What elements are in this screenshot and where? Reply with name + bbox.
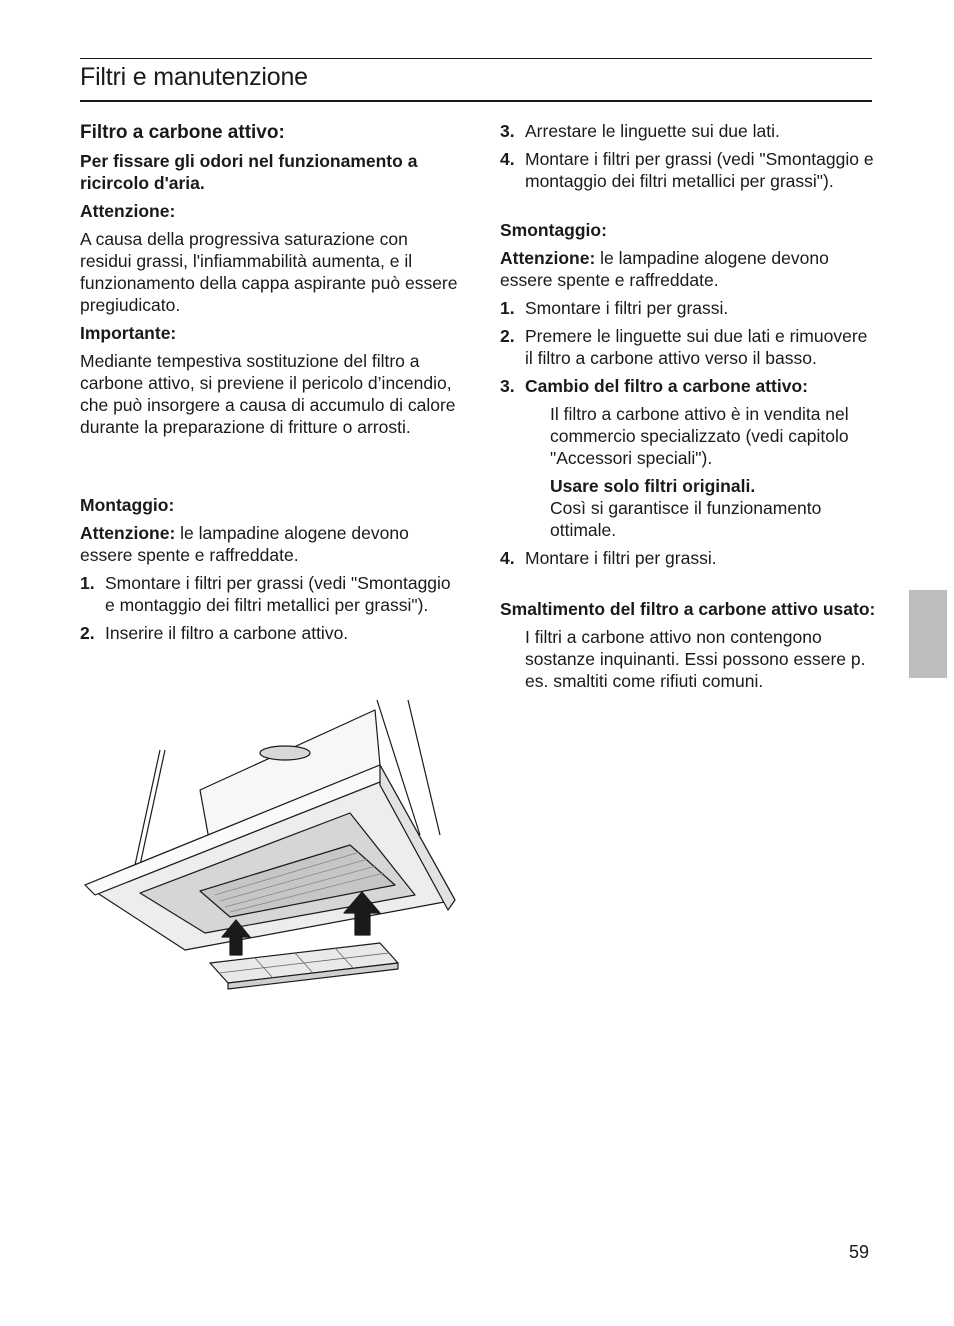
step3-note-bold: Usare solo filtri originali. (550, 476, 756, 496)
step-text: Montare i filtri per grassi (vedi "Smontaggio e montaggio dei filtri metallici per grassi"). (525, 149, 874, 191)
step-label: Cambio del filtro a carbone attivo: (525, 376, 808, 396)
important-text: Mediante tempestiva sostituzione del filtro a carbone attivo, si previene il pericolo d’incendio, che può insorgere a causa di accumulo di calore durante la preparazione di fritture o arrosti. (80, 351, 456, 437)
warning-text: A causa della progressiva saturazione con residui grassi, l'infiammabilità aumenta, e il funzionamento della cappa aspirante può essere pregiudicato. (80, 229, 458, 315)
removal-note-text: le lampadine alogene devono essere spente e raffreddate. (500, 248, 829, 290)
step3-note (550, 475, 878, 541)
warning-label: Attenzione: (80, 201, 176, 221)
chimney-line (408, 700, 440, 835)
step-text: Smontare i filtri per grassi (vedi "Smontaggio e montaggio dei filtri metallici per grassi"). (105, 573, 451, 615)
removal-heading: Smontaggio: (500, 220, 607, 240)
step-text: Montare i filtri per grassi. (525, 548, 717, 568)
list-item (500, 375, 878, 397)
disposal-text: I filtri a carbone attivo non contengono sostanze inquinanti. Essi possono essere p. es. smaltiti come rifiuti comuni. (525, 627, 866, 691)
section-heading-carbon-filter: Filtro a carbone attivo: (80, 122, 285, 143)
left-column (80, 121, 460, 650)
disposal-heading: Smaltimento del filtro a carbone attivo usato: (500, 599, 876, 619)
step3-note-text: Così si garantisce il funzionamento ottimale. (550, 498, 822, 540)
page-number: 59 (849, 1242, 870, 1262)
list-item (80, 622, 460, 644)
section-tab-marker (909, 590, 947, 678)
chimney-line (140, 750, 165, 865)
page-title: Filtri e manutenzione (80, 63, 308, 91)
step-number: 1. (500, 298, 515, 318)
removal-note (500, 247, 878, 291)
list-item (500, 297, 878, 319)
header-rule-top (80, 58, 872, 59)
removal-note-label: Attenzione: (500, 248, 596, 268)
mounting-note-text: le lampadine alogene devono essere spente e raffreddate. (80, 523, 409, 565)
step-number: 3. (500, 376, 515, 396)
intro-text: Per fissare gli odori nel funzionamento a ricircolo d'aria. (80, 151, 418, 193)
step-number: 2. (80, 623, 95, 643)
list-item (500, 547, 878, 569)
list-item (500, 120, 878, 142)
step-text: Smontare i filtri per grassi. (525, 298, 729, 318)
list-item (80, 572, 460, 616)
step-number: 1. (80, 573, 95, 593)
important-label: Importante: (80, 323, 177, 343)
step-text: Premere le linguette sui due lati e rimuovere il filtro a carbone attivo verso il basso. (525, 326, 868, 368)
list-item (500, 325, 878, 369)
step-number: 3. (500, 121, 515, 141)
mounting-heading: Montaggio: (80, 495, 175, 515)
right-column (500, 120, 878, 698)
chimney-line (135, 750, 160, 865)
mounting-note (80, 522, 460, 566)
step-text: Arrestare le linguette sui due lati. (525, 121, 780, 141)
mounting-note-label: Attenzione: (80, 523, 176, 543)
step3-text: Il filtro a carbone attivo è in vendita nel commercio specializzato (vedi capitolo "Accessori speciali"). (550, 404, 849, 468)
step-number: 2. (500, 326, 515, 346)
step-text: Inserire il filtro a carbone attivo. (105, 623, 349, 643)
motor-housing (260, 746, 310, 760)
header-rule-bottom (80, 100, 872, 102)
step-number: 4. (500, 548, 515, 568)
step-number: 4. (500, 149, 515, 169)
list-item (500, 148, 878, 192)
carbon-filter-installation-illustration (80, 695, 460, 995)
